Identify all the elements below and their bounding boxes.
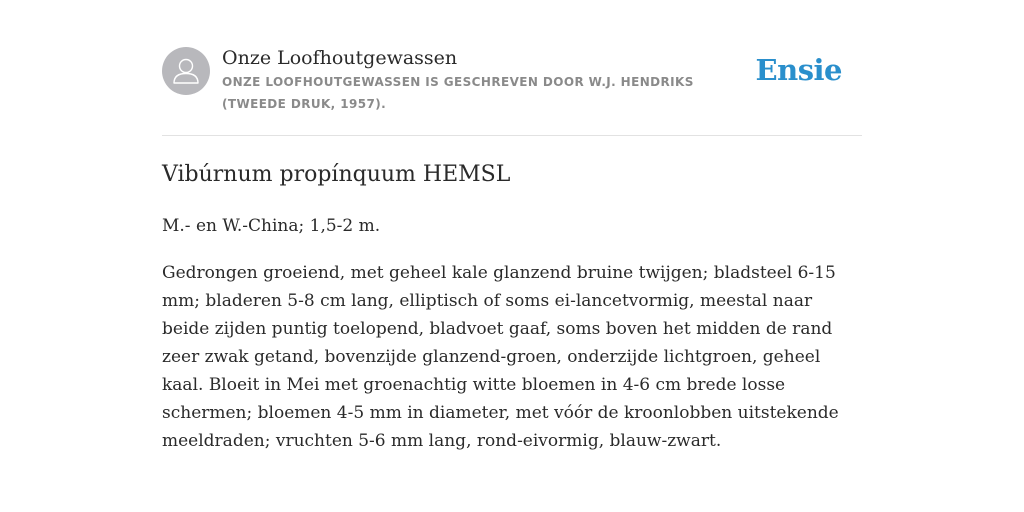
avatar[interactable] [162,47,210,95]
brand-logo[interactable]: Ensie [755,53,842,87]
user-silhouette-icon [162,47,210,95]
entry-paragraph-distribution: M.- en W.-China; 1,5-2 m. [162,216,381,236]
entry-body [162,212,864,474]
source-description: ONZE LOOFHOUTGEWASSEN IS GESCHREVEN DOOR W.J. HENDRIKS (TWEEDE DRUK, 1957). [222,75,694,111]
source-title[interactable]: Onze Loofhoutgewassen [222,47,458,69]
entry-paragraph-description: Gedrongen groeiend, met geheel kale glanzend bruine twijgen; bladsteel 6-15 mm; bladeren 5-8 cm lang, elliptisch of soms ei-lancetvormig, meestal naar beide zijden puntig toelopend, bladvoet gaaf, soms boven het midden de rand zeer zwak getand, bovenzijde glanzend-groen, onderzijde lichtgroen, geheel kaal. Bloeit in Mei met groenachtig witte bloemen in 4-6 cm brede losse schermen; bloemen 4-5 mm in diameter, met vóór de kroonlobben uitstekende meeldraden; vruchten 5-6 mm lang, rond-eivormig, blauw-zwart. [162,263,839,451]
source-header [162,46,862,136]
entry-title: Vibúrnum propínquum HEMSL [162,162,511,187]
